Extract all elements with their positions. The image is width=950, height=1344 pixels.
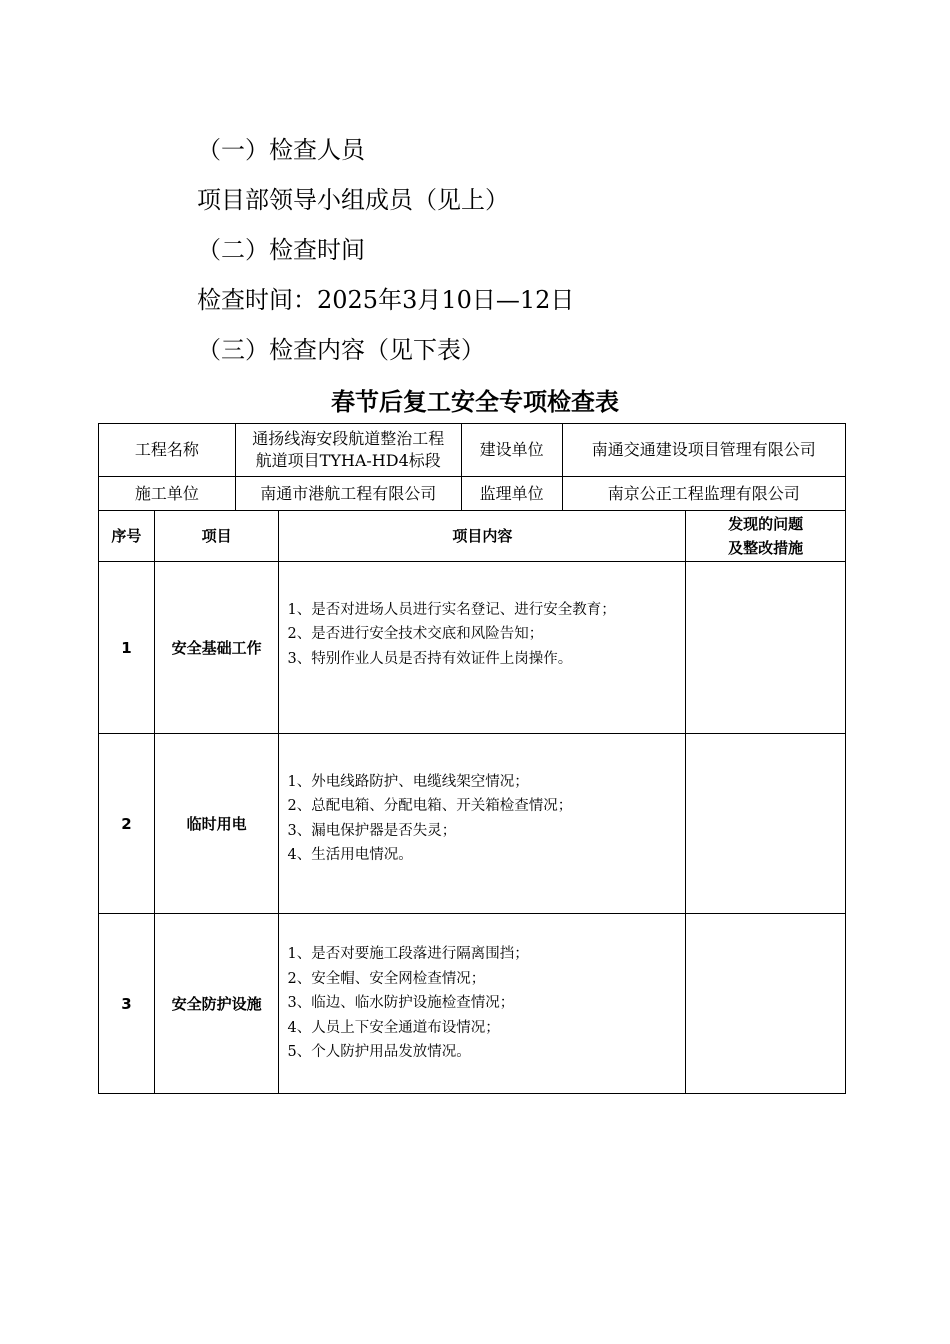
content-line: 3、临边、临水防护设施检查情况； [287,995,515,1012]
row-content [279,734,686,914]
header-issues [686,511,846,562]
row-issues [686,734,846,914]
info-row [99,477,846,511]
section-heading-content: （三）检查内容（见下表） [197,336,485,364]
content-line: 3、漏电保护器是否失灵； [287,822,457,839]
project-name-line: 航道项目TYHA-HD4标段 [255,451,441,470]
content-line: 4、生活用电情况。 [287,847,413,863]
contractor-label: 施工单位 [99,477,236,511]
inspection-time-text: 检查时间：2025年3月10日—12日 [197,286,575,314]
content-line: 1、是否对要施工段落进行隔离围挡； [287,946,529,963]
inspectors-text: 项目部领导小组成员（见上） [197,186,509,214]
content-line: 3、特别作业人员是否持有效证件上岗操作。 [287,650,573,667]
section-heading-time: （二）检查时间 [197,236,365,264]
row-number: 1 [99,562,155,734]
contractor-value: 南通市港航工程有限公司 [235,477,461,511]
content-line: 5、个人防护用品发放情况。 [287,1044,471,1061]
row-number: 2 [99,734,155,914]
content-line: 1、外电线路防护、电缆线架空情况； [287,773,529,790]
row-content [279,914,686,1094]
row-item: 安全基础工作 [154,562,279,734]
row-item: 临时用电 [154,734,279,914]
row-item: 安全防护设施 [154,914,279,1094]
table-row [99,562,846,734]
project-name-line: 通扬线海安段航道整治工程 [252,429,445,448]
table-row [99,914,846,1094]
header-no: 序号 [99,511,155,562]
content-line: 4、人员上下安全通道布设情况； [287,1019,500,1036]
supervisor-label: 监理单位 [461,477,562,511]
header-content: 项目内容 [279,511,686,562]
supervisor-value: 南京公正工程监理有限公司 [562,477,846,511]
table-row [99,734,846,914]
row-issues [686,562,846,734]
content-line: 2、安全帽、安全网检查情况； [287,970,486,987]
inspection-table [98,510,846,1094]
project-info-table [98,423,846,511]
content-line: 1、是否对进场人员进行实名登记、进行安全教育； [287,601,616,618]
info-row [99,424,846,477]
row-content [279,562,686,734]
owner-label: 建设单位 [461,424,562,477]
owner-value: 南通交通建设项目管理有限公司 [562,424,846,477]
content-line: 2、总配电箱、分配电箱、开关箱检查情况； [287,798,573,814]
table-title: 春节后复工安全专项检查表 [331,388,619,416]
project-name-value [235,424,461,477]
project-name-label: 工程名称 [99,424,236,477]
section-heading-inspectors: （一）检查人员 [197,136,365,164]
header-issues-line: 发现的问题 [728,515,804,533]
row-issues [686,914,846,1094]
content-line: 2、是否进行安全技术交底和风险告知； [287,626,544,643]
row-number: 3 [99,914,155,1094]
header-item: 项目 [154,511,279,562]
header-issues-line: 及整改措施 [728,539,804,557]
table-header-row [99,511,846,562]
